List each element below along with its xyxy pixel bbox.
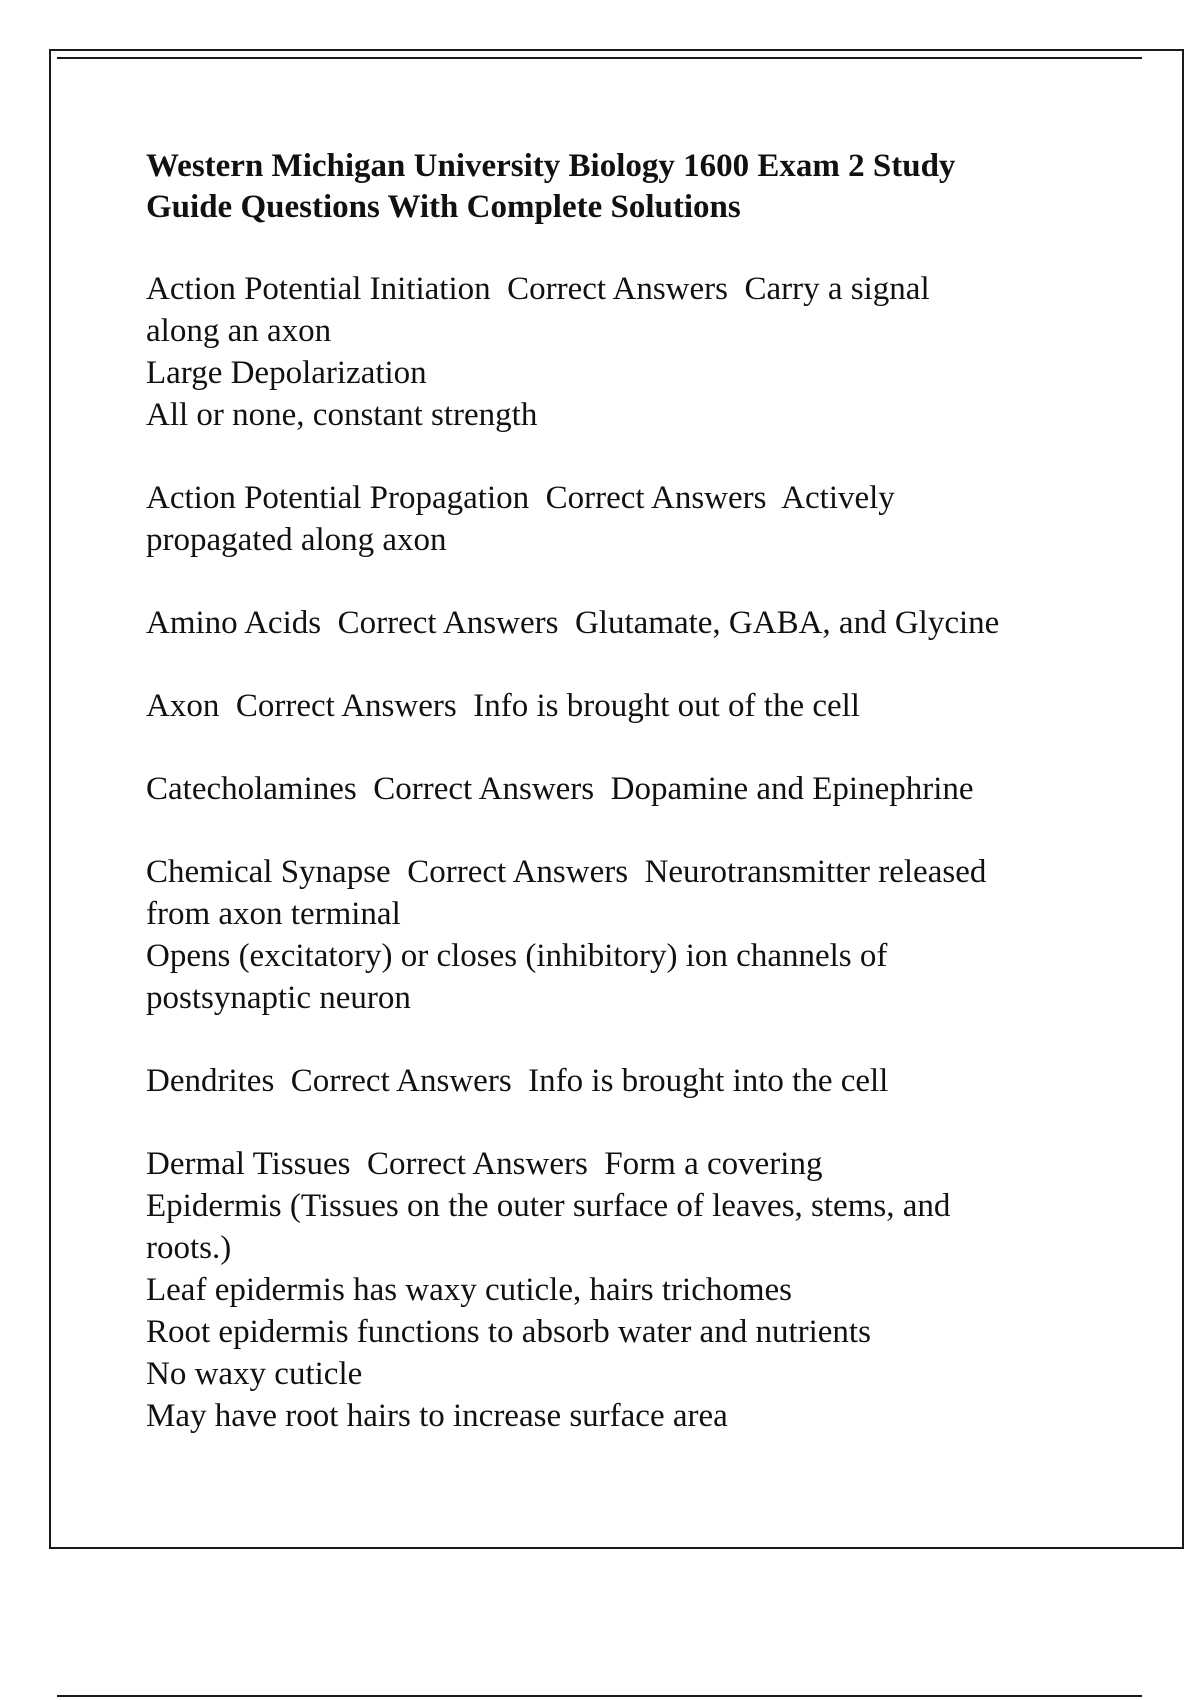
entry-term: Action Potential Initiation <box>146 271 491 307</box>
entry-first-line <box>146 268 1106 310</box>
entry-first-line <box>146 851 1106 893</box>
document-body <box>146 146 1106 1478</box>
correct-answers-label: Correct Answers <box>235 688 457 724</box>
entry-answer: Carry a signal <box>744 271 930 307</box>
study-entry <box>146 1143 1106 1437</box>
correct-answers-label: Correct Answers <box>545 480 767 516</box>
entry-answer-line: postsynaptic neuron <box>146 980 411 1016</box>
title-line: Western Michigan University Biology 1600 Exam 2 Study <box>146 148 956 184</box>
entry-first-line <box>146 768 1106 810</box>
correct-answers-label: Correct Answers <box>337 605 559 641</box>
entry-answer-line: May have root hairs to increase surface area <box>146 1398 728 1434</box>
entry-term: Action Potential Propagation <box>146 480 530 516</box>
entry-answer-line: Epidermis (Tissues on the outer surface of leaves, stems, and <box>146 1188 951 1224</box>
entry-answer: Glutamate, GABA, and Glycine <box>574 605 1000 641</box>
entry-answer-line: from axon terminal <box>146 896 401 932</box>
entry-term: Amino Acids <box>146 605 322 641</box>
study-entry <box>146 602 1106 644</box>
study-entry <box>146 768 1106 810</box>
entry-first-line <box>146 602 1106 644</box>
entry-answer-line: along an axon <box>146 313 332 349</box>
entry-answer-line: No waxy cuticle <box>146 1356 363 1392</box>
entry-answer: Info is brought out of the cell <box>473 688 860 724</box>
entry-answer: Neurotransmitter released <box>644 854 987 890</box>
correct-answers-label: Correct Answers <box>290 1063 512 1099</box>
entry-first-line <box>146 1143 1106 1185</box>
entry-first-line <box>146 477 1106 519</box>
study-entries <box>146 268 1106 1437</box>
footer-rule <box>57 1695 1142 1697</box>
entry-answer-line: propagated along axon <box>146 522 447 558</box>
study-entry <box>146 851 1106 1019</box>
entry-answer-line: Opens (excitatory) or closes (inhibitory) ion channels of <box>146 938 888 974</box>
entry-answer-line: Root epidermis functions to absorb water and nutrients <box>146 1314 871 1350</box>
study-entry <box>146 268 1106 436</box>
title-line: Guide Questions With Complete Solutions <box>146 189 741 225</box>
entry-answer: Actively <box>781 480 895 516</box>
correct-answers-label: Correct Answers <box>507 271 728 307</box>
document-title <box>146 146 1106 228</box>
entry-answer: Dopamine and Epinephrine <box>610 771 974 807</box>
correct-answers-label: Correct Answers <box>373 771 595 807</box>
entry-term: Axon <box>146 688 220 724</box>
study-entry <box>146 1060 1106 1102</box>
entry-term: Dendrites <box>146 1063 275 1099</box>
entry-first-line <box>146 1060 1106 1102</box>
header-rule <box>57 57 1142 59</box>
entry-term: Dermal Tissues <box>146 1146 351 1182</box>
entry-answer-line: Large Depolarization <box>146 355 427 391</box>
entry-answer-line: All or none, constant strength <box>146 397 538 433</box>
entry-answer-line: Leaf epidermis has waxy cuticle, hairs trichomes <box>146 1272 793 1308</box>
correct-answers-label: Correct Answers <box>366 1146 588 1182</box>
entry-answer: Form a covering <box>604 1146 823 1182</box>
study-entry <box>146 477 1106 561</box>
entry-term: Catecholamines <box>146 771 357 807</box>
entry-answer-line: roots.) <box>146 1230 232 1266</box>
correct-answers-label: Correct Answers <box>407 854 629 890</box>
study-entry <box>146 685 1106 727</box>
entry-first-line <box>146 685 1106 727</box>
entry-term: Chemical Synapse <box>146 854 391 890</box>
entry-answer: Info is brought into the cell <box>528 1063 889 1099</box>
